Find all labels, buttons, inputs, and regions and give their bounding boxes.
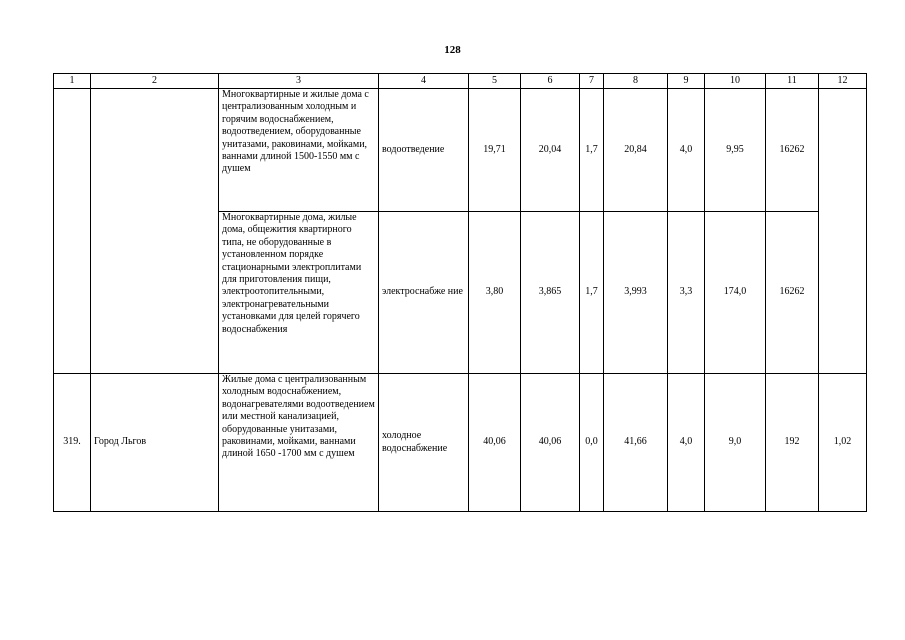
value-cell: 20,04 [521,89,580,212]
value-cell: 9,95 [705,89,766,212]
value-cell: 3,993 [604,212,668,374]
header-cell: 2 [91,74,219,89]
value-cell: 16262 [766,89,819,212]
tariff-table [53,73,867,512]
value-cell: 9,0 [705,374,766,512]
service-cell: электроснабже ние [379,212,469,374]
header-cell: 12 [819,74,867,89]
value-cell: 3,80 [469,212,521,374]
header-cell: 5 [469,74,521,89]
service-cell: холодное водоснабжение [379,374,469,512]
header-cell: 8 [604,74,668,89]
value-cell: 19,71 [469,89,521,212]
city-cell: Город Льгов [91,374,219,512]
city-cell [91,89,219,374]
value-cell: 3,865 [521,212,580,374]
value-cell: 174,0 [705,212,766,374]
value-cell: 20,84 [604,89,668,212]
header-cell: 11 [766,74,819,89]
header-cell: 10 [705,74,766,89]
value-cell: 16262 [766,212,819,374]
value-cell: 4,0 [668,89,705,212]
value-cell: 192 [766,374,819,512]
housing-type-cell: Жилые дома с централизованным холодным водоснабжением, водонагревателями водоотведением или местной канализацией, оборудованные унитазами, раковинами, мойками, ваннами длиной 1650 -1700 мм с душем [219,374,379,512]
row-number-cell: 319. [54,374,91,512]
header-cell: 9 [668,74,705,89]
header-cell: 1 [54,74,91,89]
table-row [54,374,867,512]
row-number-cell [54,89,91,374]
housing-type-cell: Многоквартирные дома, жилые дома, общежития квартирного типа, не оборудованные в установленном порядке стационарными электроплитами для приготовления пищи, электроотопительными, электронагревательными установками для целей горячего водоснабжения [219,212,379,374]
value-cell: 4,0 [668,374,705,512]
value-cell: 1,7 [580,89,604,212]
housing-type-cell: Многоквартирные и жилые дома с централизованным холодным и горячим водоснабжением, водоотведением, оборудованные унитазами, раковинами, мойками, ваннами длиной 1500-1550 мм с душем [219,89,379,212]
value-cell: 1,7 [580,212,604,374]
header-cell: 3 [219,74,379,89]
header-cell: 6 [521,74,580,89]
value-cell: 0,0 [580,374,604,512]
value-cell: 40,06 [521,374,580,512]
header-cell: 4 [379,74,469,89]
table-row [54,89,867,212]
value-cell: 1,02 [819,374,867,512]
service-cell: водоотведение [379,89,469,212]
value-cell: 3,3 [668,212,705,374]
value-cell: 41,66 [604,374,668,512]
header-row [54,74,867,89]
page-number: 128 [444,44,461,56]
value-cell: 40,06 [469,374,521,512]
value-cell [819,89,867,374]
header-cell: 7 [580,74,604,89]
